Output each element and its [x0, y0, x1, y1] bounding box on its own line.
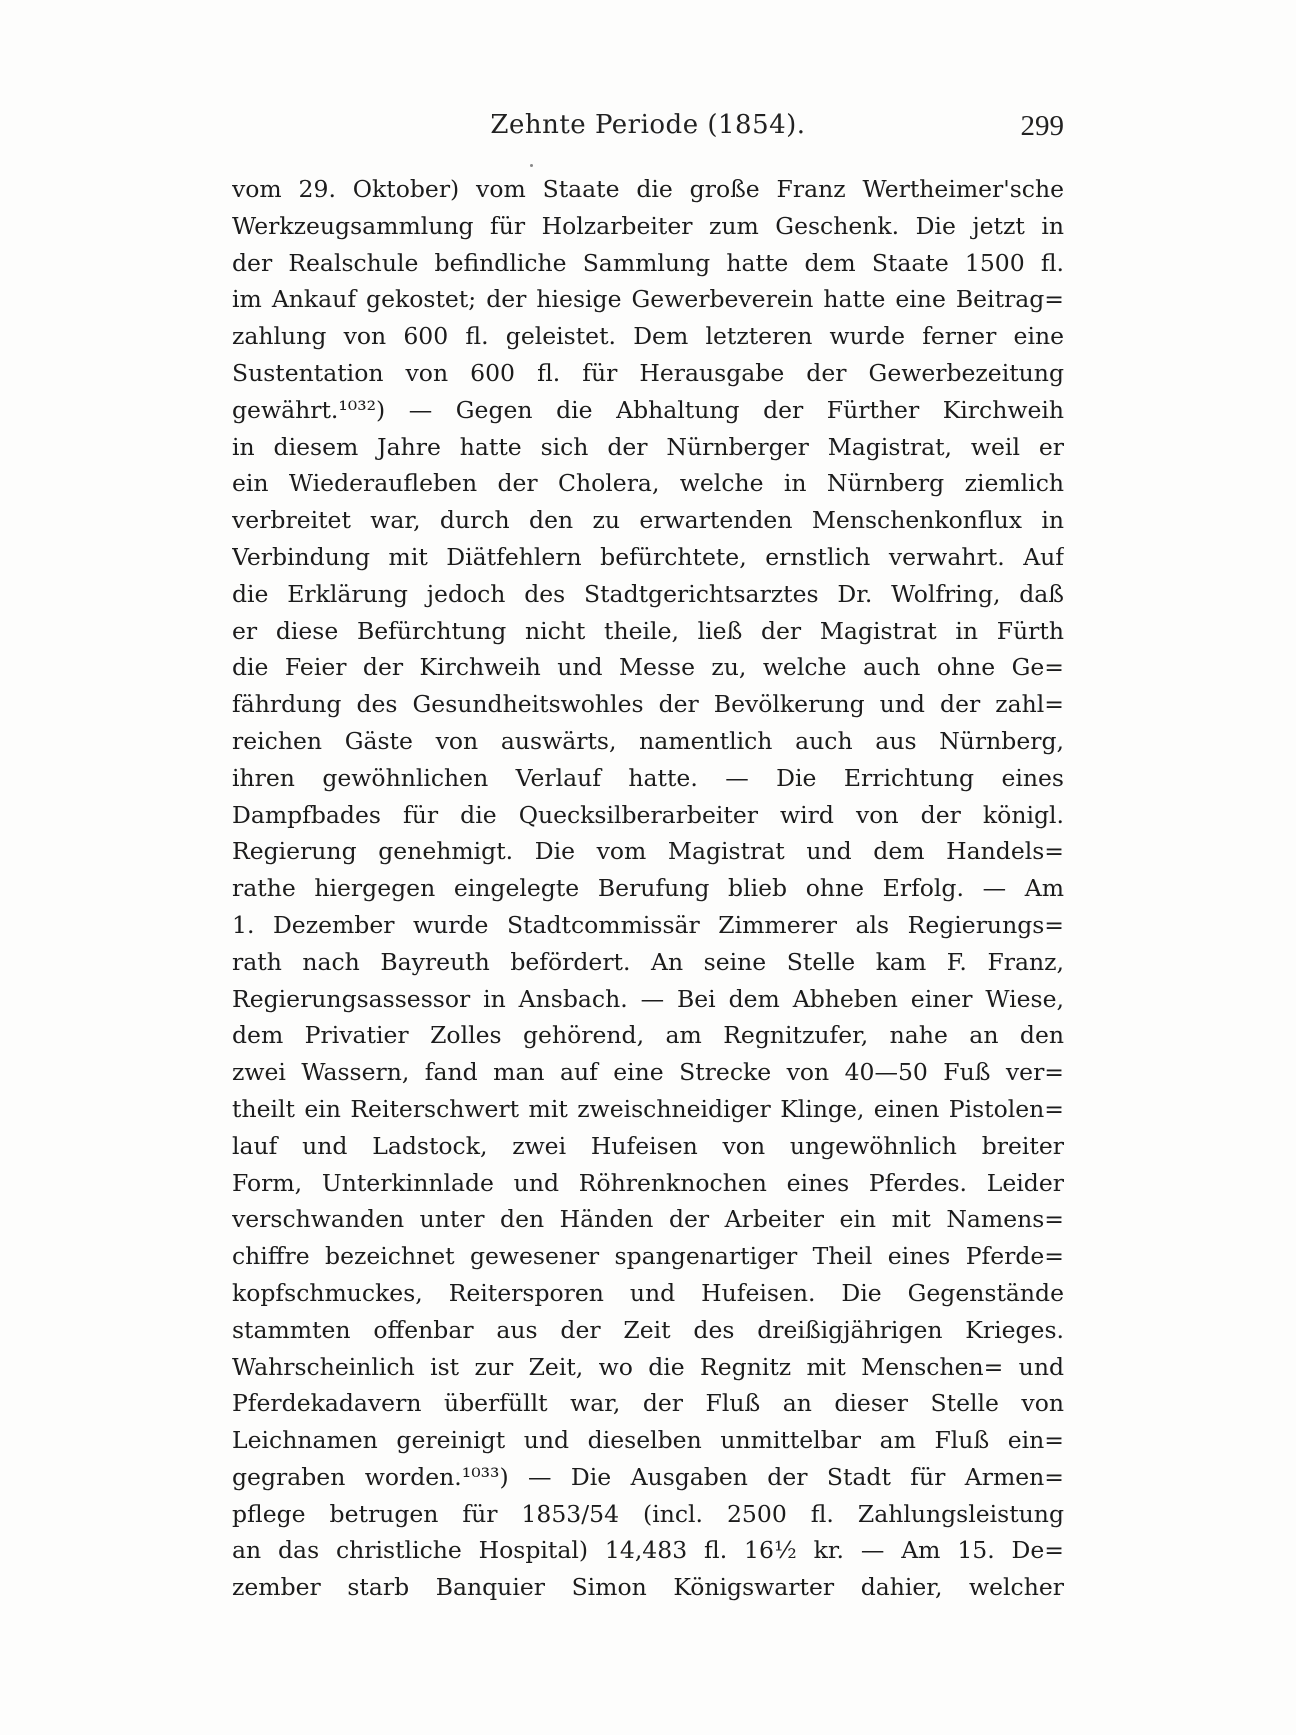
text-line: der Realschule befindliche Sammlung hatte dem Staate 1500 fl. — [232, 248, 1064, 277]
text-line: Sustentation von 600 fl. für Herausgabe der Gewerbezeitung — [232, 358, 1064, 387]
page-header — [232, 110, 1064, 150]
text-line: pflege betrugen für 1853/54 (incl. 2500 fl. Zahlungsleistung — [232, 1499, 1064, 1528]
text-line: gegraben worden.¹⁰³³) — Die Ausgaben der Stadt für Armen= — [232, 1462, 1064, 1491]
text-line: rathe hiergegen eingelegte Berufung blieb ohne Erfolg. — Am — [232, 874, 1064, 903]
text-line: rath nach Bayreuth befördert. An seine Stelle kam F. Franz, — [232, 947, 1064, 976]
text-line: theilt ein Reiterschwert mit zweischneidiger Klinge, einen Pistolen= — [232, 1094, 1064, 1123]
text-line: Form, Unterkinnlade und Röhrenknochen eines Pferdes. Leider — [232, 1168, 1064, 1197]
text-line: stammten offenbar aus der Zeit des dreißigjährigen Krieges. — [232, 1315, 1064, 1344]
text-line: fährdung des Gesundheitswohles der Bevölkerung und der zahl= — [232, 690, 1064, 719]
text-line: verbreitet war, durch den zu erwartenden Menschenkonflux in — [232, 506, 1064, 535]
print-speck — [530, 164, 533, 167]
text-line: Wahrscheinlich ist zur Zeit, wo die Regnitz mit Menschen= und — [232, 1352, 1064, 1381]
text-line: ein Wiederaufleben der Cholera, welche in Nürnberg ziemlich — [232, 469, 1064, 498]
text-line: lauf und Ladstock, zwei Hufeisen von ungewöhnlich breiter — [232, 1131, 1064, 1160]
text-line: er diese Befürchtung nicht theile, ließ der Magistrat in Fürth — [232, 616, 1064, 645]
text-line: im Ankauf gekostet; der hiesige Gewerbeverein hatte eine Beitrag= — [232, 285, 1064, 314]
running-head: Zehnte Periode (1854). — [490, 110, 806, 140]
text-line: ihren gewöhnlichen Verlauf hatte. — Die Errichtung eines — [232, 763, 1064, 792]
text-line: zember starb Banquier Simon Königswarter dahier, welcher — [232, 1573, 1064, 1602]
text-line: Dampfbades für die Quecksilberarbeiter wird von der königl. — [232, 800, 1064, 829]
text-line: reichen Gäste von auswärts, namentlich auch aus Nürnberg, — [232, 726, 1064, 755]
text-line: zwei Wassern, fand man auf eine Strecke von 40—50 Fuß ver= — [232, 1058, 1064, 1087]
text-line: Regierungsassessor in Ansbach. — Bei dem Abheben einer Wiese, — [232, 984, 1064, 1013]
text-line: chiffre bezeichnet gewesener spangenartiger Theil eines Pferde= — [232, 1242, 1064, 1271]
text-line: Leichnamen gereinigt und dieselben unmittelbar am Fluß ein= — [232, 1426, 1064, 1455]
text-line: kopfschmuckes, Reitersporen und Hufeisen. Die Gegenstände — [232, 1278, 1064, 1307]
page-number: 299 — [1020, 110, 1064, 142]
text-line: zahlung von 600 fl. geleistet. Dem letzteren wurde ferner eine — [232, 322, 1064, 351]
text-line: an das christliche Hospital) 14,483 fl. 16½ kr. — Am 15. De= — [232, 1536, 1064, 1565]
text-line: die Erklärung jedoch des Stadtgerichtsarztes Dr. Wolfring, daß — [232, 579, 1064, 608]
text-line: gewährt.¹⁰³²) — Gegen die Abhaltung der Fürther Kirchweih — [232, 395, 1064, 424]
text-line: 1. Dezember wurde Stadtcommissär Zimmerer als Regierungs= — [232, 910, 1064, 939]
text-line: Verbindung mit Diätfehlern befürchtete, ernstlich verwahrt. Auf — [232, 542, 1064, 571]
text-line: die Feier der Kirchweih und Messe zu, welche auch ohne Ge= — [232, 653, 1064, 682]
text-line: Pferdekadavern überfüllt war, der Fluß an dieser Stelle von — [232, 1389, 1064, 1418]
text-line: Werkzeugsammlung für Holzarbeiter zum Geschenk. Die jetzt in — [232, 211, 1064, 240]
text-line: in diesem Jahre hatte sich der Nürnberger Magistrat, weil er — [232, 432, 1064, 461]
text-line: vom 29. Oktober) vom Staate die große Franz Wertheimer'sche — [232, 175, 1064, 203]
text-line: dem Privatier Zolles gehörend, am Regnitzufer, nahe an den — [232, 1021, 1064, 1050]
text-line: Regierung genehmigt. Die vom Magistrat und dem Handels= — [232, 837, 1064, 866]
text-line: verschwanden unter den Händen der Arbeiter ein mit Namens= — [232, 1205, 1064, 1234]
body-text — [232, 171, 1064, 1606]
